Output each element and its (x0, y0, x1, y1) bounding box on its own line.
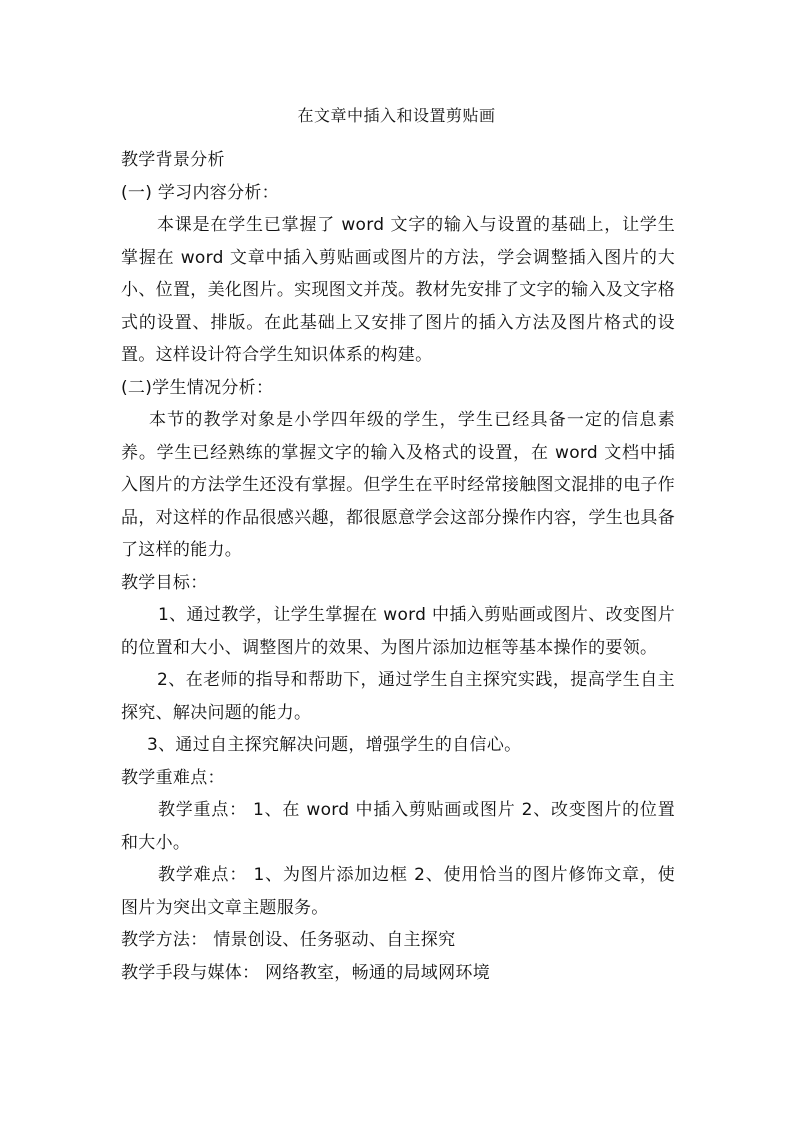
objective-item-2: 2、在老师的指导和帮助下，通过学生自主探究实践，提高学生自主探究、解决问题的能力。 (121, 670, 675, 723)
teaching-methods-line: 教学方法： 情景创设、任务驱动、自主探究 (121, 930, 456, 950)
heading-student-analysis: (二)学生情况分析： (121, 377, 274, 398)
heading-key-points: 教学重难点： (121, 767, 225, 788)
paragraph-student-analysis: 本节的教学对象是小学四年级的学生，学生已经具备一定的信息素养。学生已经熟练的掌握文字的输入及格式的设置，在 word 文档中插入图片的方法学生还没有掌握。但学生在平时经常接触图文混排的电子作品，对这样的作品很感兴趣，都很愿意学会这部分操作内容，学生也具备了这样的能力。 (121, 410, 675, 560)
key-point-paragraph: 教学重点： 1、在 word 中插入剪贴画或图片 2、改变图片的位置和大小。 (121, 800, 675, 853)
objective-item-3: 3、通过自主探究解决问题，增强学生的自信心。 (147, 735, 522, 755)
document-title: 在文章中插入和设置剪贴画 (297, 106, 496, 125)
document-body (121, 144, 675, 989)
difficult-point-paragraph: 教学难点： 1、为图片添加边框 2、使用恰当的图片修饰文章，使图片为突出文章主题服务。 (121, 865, 675, 918)
objective-item-1: 1、通过教学，让学生掌握在 word 中插入剪贴画或图片、改变图片的位置和大小、调整图片的效果、为图片添加边框等基本操作的要领。 (121, 605, 675, 658)
heading-objectives: 教学目标： (121, 572, 208, 593)
teaching-media-line: 教学手段与媒体： 网络教室，畅通的局域网环境 (121, 962, 491, 983)
heading-teaching-background: 教学背景分析 (121, 150, 225, 170)
paragraph-content-analysis: 本课是在学生已掌握了 word 文字的输入与设置的基础上，让学生掌握在 word 文章中插入剪贴画或图片的方法，学会调整插入图片的大小、位置，美化图片。实现图文并茂。教材先安排了文字的输入及文字格式的设置、排版。在此基础上又安排了图片的插入方法及图片格式的设置。这样设计符合学生知识体系的构建。 (121, 215, 675, 365)
heading-content-analysis: (一) 学习内容分析： (121, 182, 279, 203)
